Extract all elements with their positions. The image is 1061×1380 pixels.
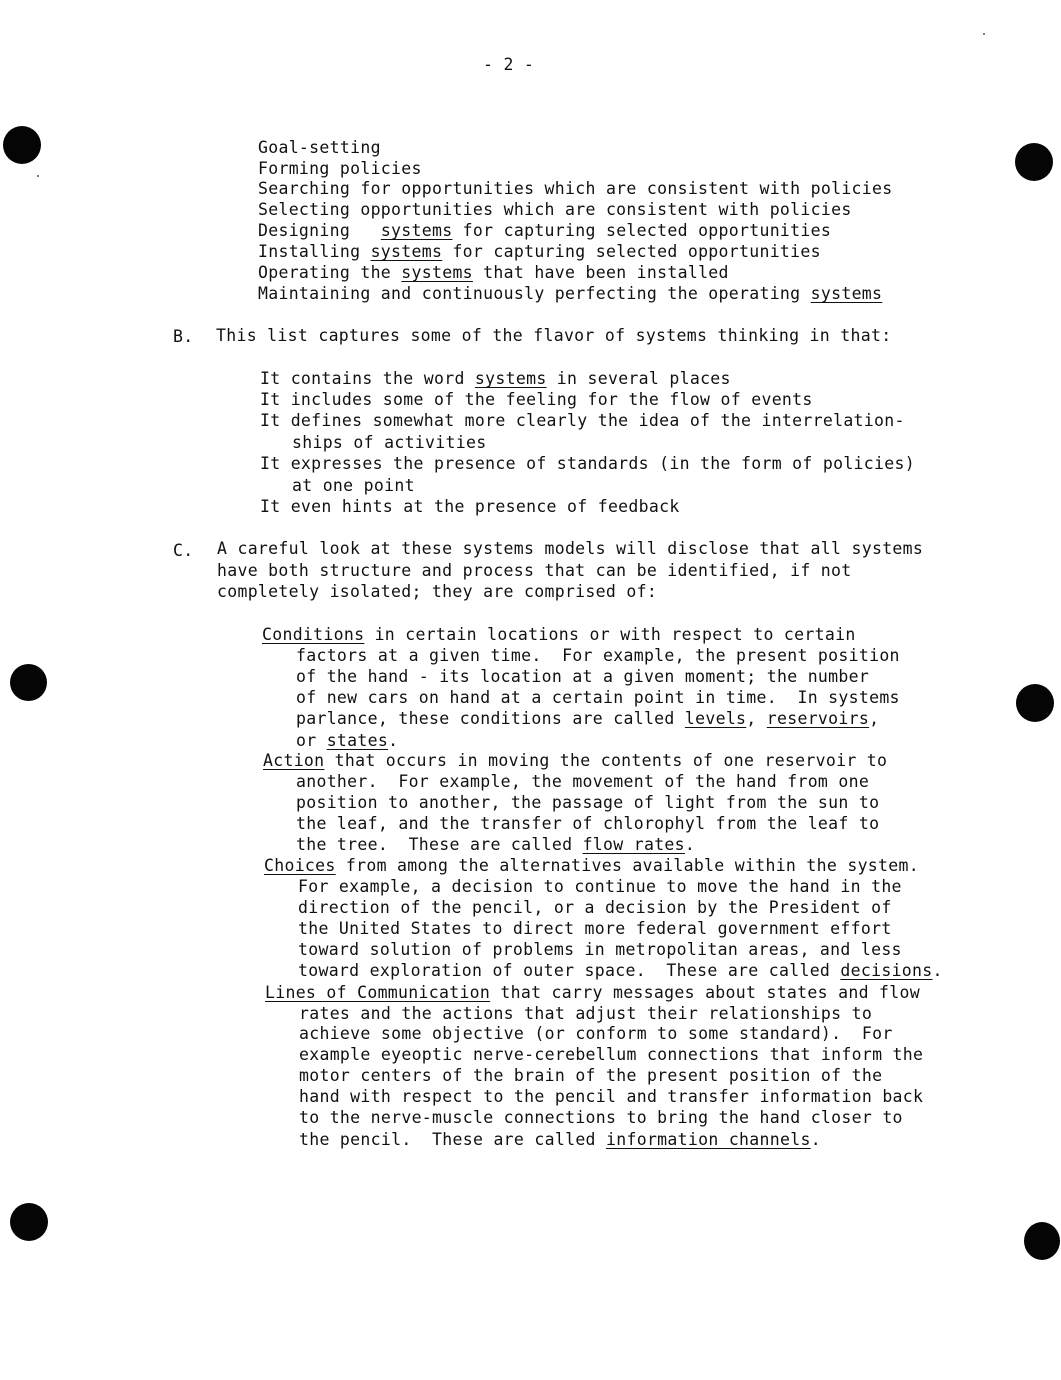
definition-line: direction of the pencil, or a decision by the President of [298, 898, 892, 917]
definition-lines-of-communication [265, 982, 920, 1003]
section-letter-b: B. [173, 327, 194, 346]
definition-line: motor centers of the brain of the present position of the [299, 1066, 883, 1085]
text: . [932, 961, 943, 980]
text: the pencil. These are called [299, 1130, 607, 1149]
text: . [684, 835, 696, 854]
text: toward exploration of outer space. These are called [298, 961, 841, 980]
page-number: - 2 - [483, 55, 535, 74]
underlined-term: states [326, 731, 389, 750]
text: in several places [546, 369, 731, 388]
underlined-term: flow rates [582, 835, 685, 854]
definition-line: of new cars on hand at a certain point in time. In systems [296, 688, 900, 707]
text: that occurs in moving the contents of one reservoir to [324, 751, 888, 770]
punch-hole-middle-right [1016, 684, 1054, 722]
definition-line: example eyeoptic nerve-cerebellum connections that inform the [299, 1045, 924, 1064]
section-c-intro: have both structure and process that can be identified, if not [217, 561, 852, 580]
underlined-term: levels [684, 709, 747, 728]
underlined-term: reservoirs [766, 709, 870, 728]
definition-line: position to another, the passage of light from the sun to [296, 793, 880, 812]
list-item: Forming policies [258, 159, 422, 178]
list-item: It expresses the presence of standards (in the form of policies) [260, 454, 915, 473]
underlined-term: systems [380, 221, 453, 240]
definition-line [296, 730, 398, 751]
definition-line: factors at a given time. For example, the present position [296, 646, 900, 665]
list-item [258, 262, 729, 283]
text: Maintaining and continuously perfecting the operating [258, 284, 811, 303]
list-item: It defines somewhat more clearly the idea of the interrelation- [260, 411, 905, 430]
list-item: Goal-setting [258, 138, 381, 157]
definition-line: For example, a decision to continue to move the hand in the [298, 877, 902, 896]
underlined-term: systems [474, 369, 547, 388]
list-item: It even hints at the presence of feedback [260, 497, 680, 516]
defined-term: Choices [264, 856, 336, 875]
text: Operating the [258, 263, 402, 282]
text: that have been installed [472, 263, 729, 282]
underlined-term: information channels [606, 1130, 811, 1149]
text: the tree. These are called [296, 835, 583, 854]
scan-speck [983, 33, 985, 35]
list-item-continuation: ships of activities [292, 433, 487, 452]
underlined-term: systems [810, 284, 883, 303]
defined-term: Action [263, 751, 325, 770]
list-item: Searching for opportunities which are consistent with policies [258, 179, 893, 198]
text: . [388, 731, 399, 750]
definition-line: achieve some objective (or conform to some standard). For [299, 1024, 893, 1043]
text: in certain locations or with respect to certain [364, 625, 856, 644]
text: . [810, 1130, 821, 1149]
text: for capturing selected opportunities [442, 242, 821, 261]
definition-line: hand with respect to the pencil and transfer information back [299, 1087, 924, 1106]
text: Designing [258, 221, 381, 240]
definition-conditions [262, 624, 856, 645]
underlined-term: systems [401, 263, 473, 282]
underlined-term: systems [370, 242, 443, 261]
underlined-term: decisions [840, 961, 933, 980]
definition-line [296, 834, 695, 855]
list-item [258, 241, 821, 262]
punch-hole-bottom-left [10, 1203, 48, 1241]
list-item [258, 283, 882, 304]
defined-term: Conditions [262, 625, 365, 644]
list-item: It includes some of the feeling for the flow of events [260, 390, 813, 409]
punch-hole-top-left [3, 126, 41, 164]
definition-action [263, 750, 887, 771]
definition-line: to the nerve-muscle connections to bring the hand closer to [299, 1108, 903, 1127]
definition-line: rates and the actions that adjust their relationships to [299, 1004, 873, 1023]
text: from among the alternatives available within the system. [335, 856, 919, 875]
definition-line [299, 1129, 821, 1150]
defined-term: Lines of Communication [265, 983, 491, 1002]
section-c-intro: completely isolated; they are comprised of: [217, 582, 658, 601]
definition-choices [264, 855, 919, 876]
text: , [869, 709, 880, 728]
definition-line: the United States to direct more federal government effort [298, 919, 892, 938]
definition-line [298, 960, 943, 981]
definition-line [296, 708, 879, 729]
list-item-continuation: at one point [292, 476, 415, 495]
scan-speck [37, 175, 39, 177]
text: for capturing selected opportunities [452, 221, 832, 240]
text: Installing [258, 242, 371, 261]
text: parlance, these conditions are called [296, 709, 685, 728]
section-letter-c: C. [173, 541, 194, 560]
list-item [258, 220, 831, 241]
list-item: Selecting opportunities which are consistent with policies [258, 200, 852, 219]
list-item [260, 368, 731, 389]
text: that carry messages about states and flow [490, 983, 920, 1002]
section-b-intro: This list captures some of the flavor of systems thinking in that: [216, 326, 892, 345]
definition-line: of the hand - its location at a given moment; the number [296, 667, 870, 686]
punch-hole-top-right [1015, 143, 1053, 181]
text: It contains the word [260, 369, 475, 388]
definition-line: the leaf, and the transfer of chlorophyl from the leaf to [296, 814, 880, 833]
section-c-intro: A careful look at these systems models will disclose that all systems [217, 539, 924, 558]
punch-hole-bottom-right [1024, 1222, 1060, 1260]
text: , [746, 709, 767, 728]
definition-line: toward solution of problems in metropolitan areas, and less [298, 940, 902, 959]
punch-hole-middle-left [10, 664, 47, 701]
text: or [296, 731, 327, 750]
definition-line: another. For example, the movement of the hand from one [296, 772, 870, 791]
